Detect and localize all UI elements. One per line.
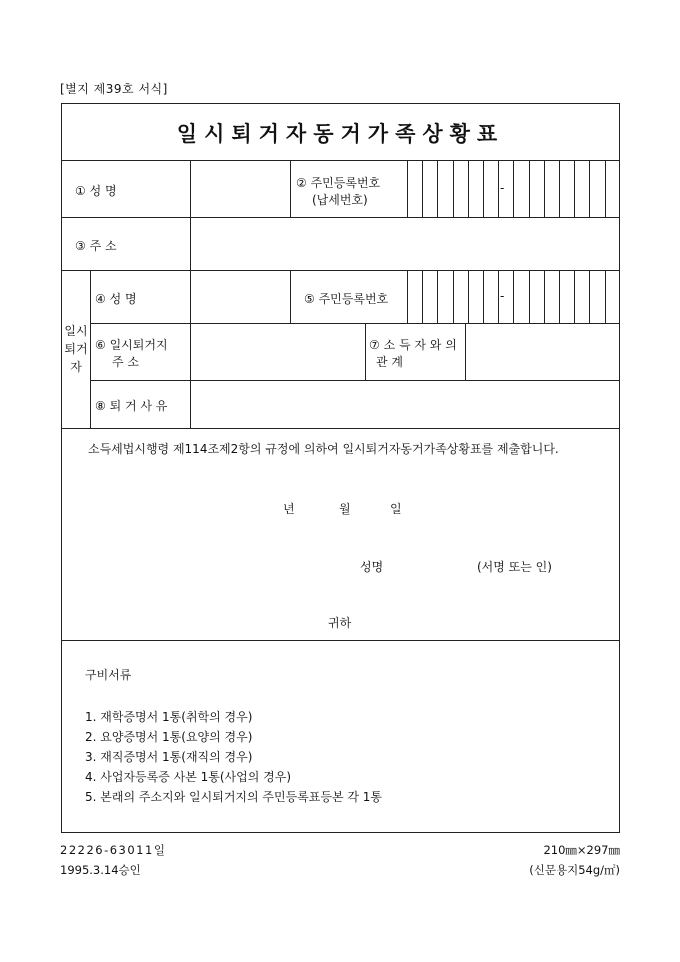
- cell-border: [407, 160, 408, 217]
- digit-box: [589, 160, 590, 217]
- digit-box: [529, 270, 530, 323]
- form-code: 22226-63011일: [60, 843, 167, 857]
- group-label-line: 자: [70, 360, 82, 374]
- rule: [61, 428, 620, 429]
- rule: [61, 270, 620, 271]
- digit-box: [529, 160, 530, 217]
- relation-label: ⑦ 소 득 자 와 의: [369, 338, 457, 352]
- digit-box: [559, 270, 560, 323]
- taxpayer-name-label: ① 성 명: [75, 184, 117, 198]
- cell-border: [190, 270, 191, 428]
- required-documents-list: [85, 707, 382, 807]
- rule: [61, 640, 620, 641]
- digit-box: [498, 270, 499, 323]
- relation-sublabel: 관 계: [376, 355, 403, 369]
- group-label-line: 일시: [64, 324, 88, 338]
- moved-person-group-label: [63, 322, 89, 376]
- digit-box: [513, 160, 514, 217]
- rule: [90, 323, 620, 324]
- temp-address-label: ⑥ 일시퇴거지: [95, 338, 168, 352]
- digit-box: [544, 270, 545, 323]
- paper-spec: (신문용지54g/㎡): [529, 863, 620, 877]
- approval-date: 1995.3.14승인: [60, 863, 141, 877]
- temp-address-sublabel: 주 소: [112, 355, 139, 369]
- cell-border: [290, 270, 291, 323]
- digit-box: [513, 270, 514, 323]
- cell-border: [190, 160, 191, 217]
- move-reason-label: ⑧ 퇴 거 사 유: [95, 399, 168, 413]
- rrn-separator: -: [500, 289, 505, 303]
- form-title: 일시퇴거자동거가족상황표: [176, 121, 505, 146]
- required-documents-title: 구비서류: [85, 668, 132, 682]
- digit-box: [605, 160, 606, 217]
- form-reference: [별지 제39호 서식]: [60, 82, 168, 96]
- digit-box: [483, 270, 484, 323]
- digit-box: [574, 270, 575, 323]
- moved-rrn-label: ⑤ 주민등록번호: [304, 292, 389, 306]
- digit-box: [453, 270, 454, 323]
- list-item: 2. 요양증명서 1통(요양의 경우): [85, 730, 253, 744]
- taxpayer-rrn-label: ② 주민등록번호: [296, 176, 381, 190]
- cell-border: [365, 323, 366, 380]
- rule: [61, 160, 620, 161]
- list-item: 4. 사업자등록증 사본 1통(사업의 경우): [85, 770, 291, 784]
- digit-box: [437, 270, 438, 323]
- digit-box: [468, 270, 469, 323]
- list-item: 1. 재학증명서 1통(취학의 경우): [85, 710, 253, 724]
- cell-border: [190, 217, 191, 270]
- cell-border: [465, 323, 466, 380]
- digit-box: [437, 160, 438, 217]
- date-month: 월: [339, 502, 351, 516]
- signer-name-label: 성명: [360, 560, 384, 574]
- date-year: 년: [283, 502, 295, 516]
- digit-box: [605, 270, 606, 323]
- signature-note: (서명 또는 인): [477, 560, 552, 574]
- digit-box: [422, 160, 423, 217]
- cell-border: [90, 270, 91, 428]
- addressee: 귀하: [328, 616, 352, 630]
- cell-border: [290, 160, 291, 217]
- submission-statement: 소득세법시행령 제114조제2항의 규정에 의하여 일시퇴거자동거가족상황표를 제출합니다.: [88, 442, 559, 456]
- digit-box: [589, 270, 590, 323]
- list-item: 5. 본래의 주소지와 일시퇴거지의 주민등록표등본 각 1통: [85, 790, 382, 804]
- list-item: 3. 재직증명서 1통(재직의 경우): [85, 750, 253, 764]
- digit-box: [498, 160, 499, 217]
- digit-box: [468, 160, 469, 217]
- group-label-line: 퇴거: [64, 342, 88, 356]
- digit-box: [422, 270, 423, 323]
- taxpayer-address-label: ③ 주 소: [75, 239, 117, 253]
- moved-name-label: ④ 성 명: [95, 292, 137, 306]
- paper-size: 210㎜×297㎜: [543, 843, 620, 857]
- rrn-separator: -: [500, 181, 505, 195]
- date-day: 일: [390, 502, 402, 516]
- digit-box: [544, 160, 545, 217]
- digit-box: [453, 160, 454, 217]
- taxpayer-taxno-label: (납세번호): [312, 193, 368, 207]
- digit-box: [574, 160, 575, 217]
- digit-box: [559, 160, 560, 217]
- cell-border: [407, 270, 408, 323]
- rule: [61, 217, 620, 218]
- rule: [90, 380, 620, 381]
- digit-box: [483, 160, 484, 217]
